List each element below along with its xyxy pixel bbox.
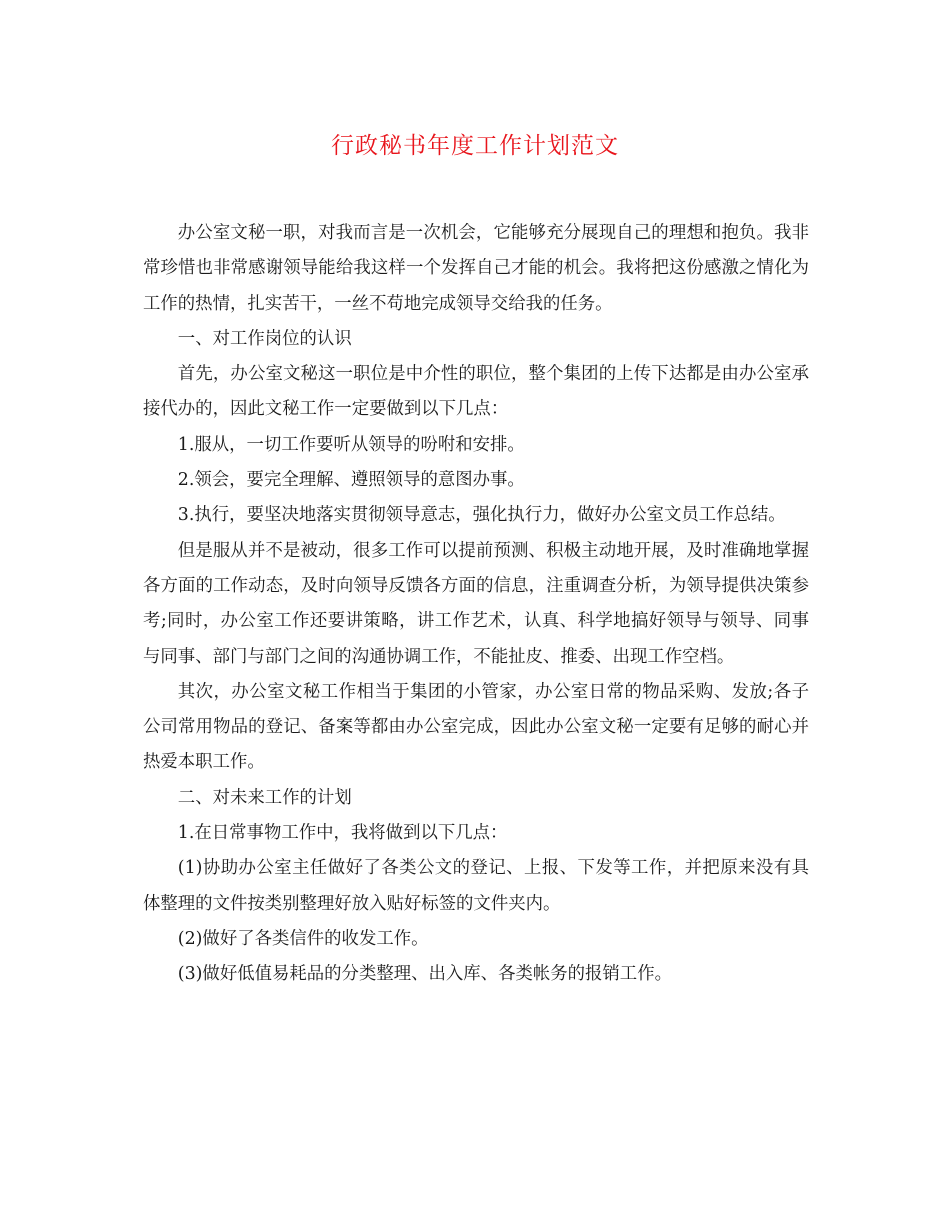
list-item: 2.领会，要完全理解、遵照领导的意图办事。 bbox=[177, 470, 525, 491]
list-item: 1.服从，一切工作要听从领导的吩咐和安排。 bbox=[177, 434, 525, 455]
document-body bbox=[143, 216, 809, 993]
list-item: 1.在日常事物工作中，我将做到以下几点： bbox=[177, 823, 508, 844]
sub-list-item: (3)做好低值易耗品的分类整理、出入库、各类帐务的报销工作。 bbox=[177, 964, 672, 985]
list-item: 3.执行，要坚决地落实贯彻领导意志，强化执行力，做好办公室文员工作总结。 bbox=[177, 505, 786, 526]
sub-list-item: (2)做好了各类信件的收发工作。 bbox=[177, 928, 429, 949]
section-heading-1: 一、对工作岗位的认识 bbox=[177, 328, 352, 349]
section-heading-2: 二、对未来工作的计划 bbox=[177, 787, 352, 808]
document-title: 行政秘书年度工作计划范文 bbox=[331, 133, 619, 159]
paragraph: 但是服从并不是被动，很多工作可以提前预测、积极主动地开展，及时准确地掌握各方面的工作动态，及时向领导反馈各方面的信息，注重调查分析，为领导提供决策参考;同时，办公室工作还要讲策略，讲工作艺术，认真、科学地搞好领导与领导、同事与同事、部门与部门之间的沟通协调工作，不能扯皮、推委、出现工作空档。 bbox=[143, 540, 809, 667]
sub-list-item: (1)协助办公室主任做好了各类公文的登记、上报、下发等工作，并把原来没有具体整理的文件按类别整理好放入贴好标签的文件夹内。 bbox=[143, 858, 809, 914]
paragraph: 其次，办公室文秘工作相当于集团的小管家，办公室日常的物品采购、发放;各子公司常用物品的登记、备案等都由办公室完成，因此办公室文秘一定要有足够的耐心并热爱本职工作。 bbox=[143, 681, 809, 773]
paragraph: 首先，办公室文秘这一职位是中介性的职位，整个集团的上传下达都是由办公室承接代办的，因此文秘工作一定要做到以下几点： bbox=[143, 364, 809, 420]
paragraph-intro: 办公室文秘一职，对我而言是一次机会，它能够充分展现自己的理想和抱负。我非常珍惜也非常感谢领导能给我这样一个发挥自己才能的机会。我将把这份感激之情化为工作的热情，扎实苦干，一丝不苟地完成领导交给我的任务。 bbox=[143, 223, 809, 314]
